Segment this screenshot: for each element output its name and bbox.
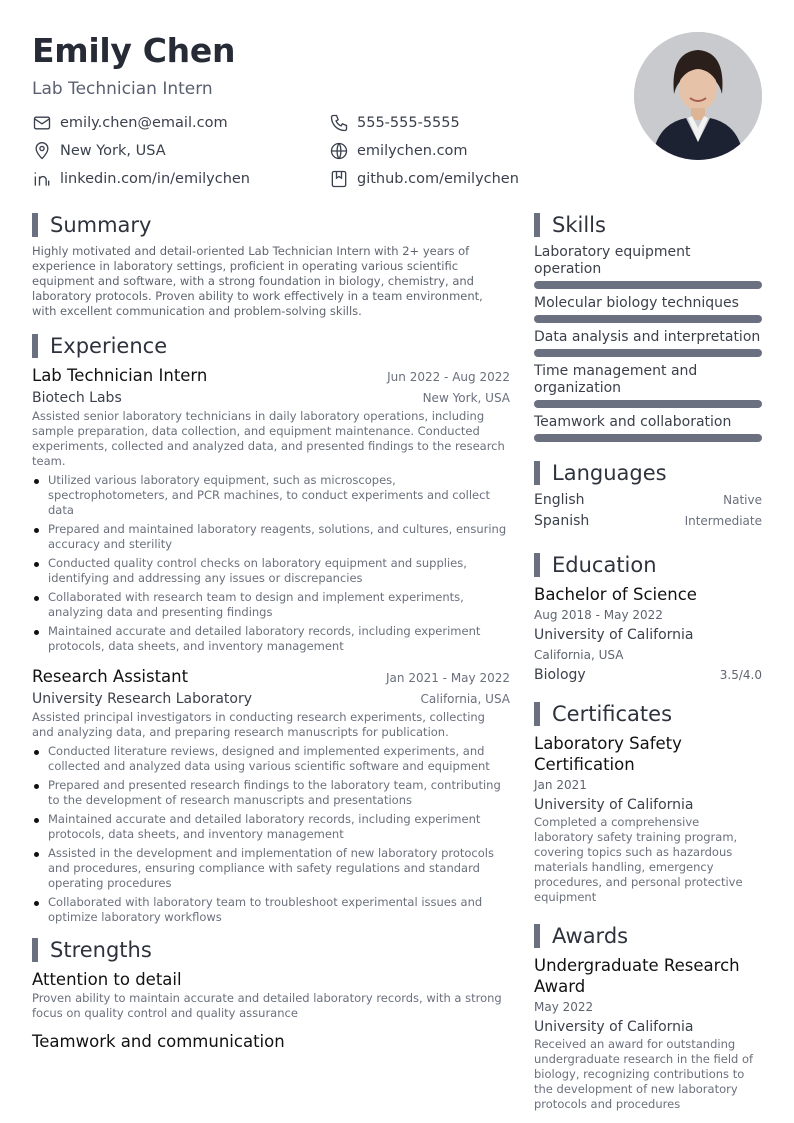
award-issuer: University of California xyxy=(534,1019,694,1035)
summary-heading xyxy=(32,212,510,238)
skills-section xyxy=(534,212,762,442)
skill-item xyxy=(534,295,762,323)
skill-item xyxy=(534,329,762,357)
skill-item xyxy=(534,414,762,442)
list-item: Maintained accurate and detailed laboratory records, including experiment protocols, data sheets, and inventory management xyxy=(32,624,510,654)
language-name: English xyxy=(534,492,585,508)
skills-heading xyxy=(534,212,762,238)
job-location: California, USA xyxy=(420,692,510,706)
phone-icon xyxy=(329,113,349,133)
languages-heading xyxy=(534,460,762,486)
mail-icon xyxy=(32,113,52,133)
resume-header xyxy=(32,30,592,190)
contact-website[interactable] xyxy=(329,140,589,162)
location-text: New York, USA xyxy=(60,143,166,159)
awards-title: Awards xyxy=(552,924,629,948)
field-of-study: Biology xyxy=(534,667,586,683)
heading-accent-bar xyxy=(534,553,540,577)
job-description: Assisted principal investigators in conducting research experiments, collecting and analyzing data, and preparing research manuscripts for publication. xyxy=(32,710,485,739)
strengths-heading xyxy=(32,937,510,963)
list-item: Conducted literature reviews, designed and implemented experiments, and collected and analyzed data using various scientific software and equipment xyxy=(32,744,510,774)
strengths-title: Strengths xyxy=(50,938,152,962)
certificates-title: Certificates xyxy=(552,702,673,726)
strength-title: Attention to detail xyxy=(32,970,182,989)
job-company: University Research Laboratory xyxy=(32,691,253,707)
certificate-description: Completed a comprehensive laboratory safety training program, covering topics such as hazardous materials handling, emergency procedures, and personal protective equipment xyxy=(534,815,743,904)
award-date: May 2022 xyxy=(534,1000,594,1014)
skill-level-bar xyxy=(534,349,762,357)
skill-item xyxy=(534,363,762,408)
education-heading xyxy=(534,552,762,578)
skill-level-bar xyxy=(534,315,762,323)
skill-name: Teamwork and collaboration xyxy=(534,414,732,430)
job-bullets xyxy=(32,744,510,925)
experience-title: Experience xyxy=(50,334,168,358)
awards-heading xyxy=(534,923,762,949)
contact-email[interactable] xyxy=(32,112,329,134)
candidate-role: Lab Technician Intern xyxy=(32,79,213,99)
list-item: Conducted quality control checks on laboratory equipment and supplies, identifying and addressing any issues or discrepancies xyxy=(32,556,510,586)
languages-section xyxy=(534,460,762,534)
job-description: Assisted senior laboratory technicians in daily laboratory operations, including sample preparation, data collection, and equipment maintenance. Conducted experiments, collected and analyzed data, and presented findings to the research team. xyxy=(32,409,505,468)
job-location: New York, USA xyxy=(422,391,510,405)
list-item: Prepared and presented research findings to the laboratory team, contributing to the development of research manuscripts and presentations xyxy=(32,778,510,808)
gpa: 3.5/4.0 xyxy=(719,668,762,682)
language-level: Intermediate xyxy=(684,514,762,528)
phone-text: 555-555-5555 xyxy=(357,115,460,131)
avatar xyxy=(634,32,762,160)
certificates-heading xyxy=(534,701,762,727)
school-name: University of California xyxy=(534,627,694,643)
job-entry xyxy=(32,666,510,925)
skill-level-bar xyxy=(534,400,762,408)
job-dates: Jun 2022 - Aug 2022 xyxy=(387,370,510,384)
location-pin-icon xyxy=(32,141,52,161)
globe-icon xyxy=(329,141,349,161)
awards-section xyxy=(534,923,762,1112)
job-title: Research Assistant xyxy=(32,667,189,686)
candidate-name: Emily Chen xyxy=(32,31,236,70)
website-text: emilychen.com xyxy=(357,143,468,159)
school-location: California, USA xyxy=(534,648,624,662)
certificate-name: Laboratory Safety Certification xyxy=(534,734,682,774)
certificate-issuer: University of California xyxy=(534,797,694,813)
job-dates: Jan 2021 - May 2022 xyxy=(386,671,510,685)
job-company: Biotech Labs xyxy=(32,390,122,406)
heading-accent-bar xyxy=(32,213,38,237)
github-text: github.com/emilychen xyxy=(357,171,519,187)
heading-accent-bar xyxy=(32,334,38,358)
certificates-section xyxy=(534,701,762,905)
left-column xyxy=(32,212,510,1063)
skill-level-bar xyxy=(534,281,762,289)
heading-accent-bar xyxy=(32,938,38,962)
heading-accent-bar xyxy=(534,461,540,485)
skills-title: Skills xyxy=(552,213,606,237)
skill-name: Molecular biology techniques xyxy=(534,295,739,311)
job-entry xyxy=(32,365,510,654)
contact-list xyxy=(32,112,592,190)
skill-name: Time management and organization xyxy=(534,363,698,396)
skill-level-bar xyxy=(534,434,762,442)
strength-text: Proven ability to maintain accurate and detailed laboratory records, with a strong focus on quality control and quality assurance xyxy=(32,991,502,1020)
job-bullets xyxy=(32,473,510,654)
experience-heading xyxy=(32,333,510,359)
list-item: Collaborated with laboratory team to troubleshoot experimental issues and optimize laboratory workflows xyxy=(32,895,510,925)
list-item: Maintained accurate and detailed laboratory records, including experiment protocols, data sheets, and inventory management xyxy=(32,812,510,842)
contact-github[interactable] xyxy=(329,168,589,190)
skill-name: Laboratory equipment operation xyxy=(534,244,691,277)
strength-item xyxy=(32,969,510,1021)
education-title: Education xyxy=(552,553,657,577)
heading-accent-bar xyxy=(534,213,540,237)
language-name: Spanish xyxy=(534,513,590,529)
skill-item xyxy=(534,244,762,289)
certificate-date: Jan 2021 xyxy=(534,778,587,792)
education-dates: Aug 2018 - May 2022 xyxy=(534,608,663,622)
right-column xyxy=(534,212,762,1123)
award-description: Received an award for outstanding undergraduate research in the field of biology, recognizing contributions to the development of new laboratory protocols and procedures xyxy=(534,1037,754,1111)
summary-title: Summary xyxy=(50,213,152,237)
list-item: Utilized various laboratory equipment, such as microscopes, spectrophotometers, and PCR machines, to conduct experiments and collect data xyxy=(32,473,510,518)
bookmark-icon xyxy=(329,169,349,189)
award-name: Undergraduate Research Award xyxy=(534,956,740,996)
education-section xyxy=(534,552,762,683)
linkedin-text: linkedin.com/in/emilychen xyxy=(60,171,250,187)
language-row xyxy=(534,492,762,513)
degree: Bachelor of Science xyxy=(534,585,697,604)
heading-accent-bar xyxy=(534,702,540,726)
contact-linkedin[interactable] xyxy=(32,168,329,190)
language-row xyxy=(534,513,762,534)
strength-title: Teamwork and communication xyxy=(32,1032,285,1051)
contact-location xyxy=(32,140,329,162)
summary-text: Highly motivated and detail-oriented Lab Technician Intern with 2+ years of experience in laboratory settings, proficient in operating various scientific equipment and software, with a strong foundation in biology, chemistry, and laboratory protocols. Proven ability to work effectively in a team environment, with excellent communication and problem-solving skills. xyxy=(32,244,483,318)
profile-photo xyxy=(634,32,762,160)
skill-name: Data analysis and interpretation xyxy=(534,329,761,345)
email-text: emily.chen@email.com xyxy=(60,115,228,131)
language-level: Native xyxy=(723,493,762,507)
languages-title: Languages xyxy=(552,461,667,485)
strength-item xyxy=(32,1031,510,1053)
linkedin-icon xyxy=(32,169,52,189)
list-item: Prepared and maintained laboratory reagents, solutions, and cultures, ensuring accuracy and sterility xyxy=(32,522,510,552)
list-item: Assisted in the development and implementation of new laboratory protocols and procedures, ensuring compliance with safety regulations and standard operating procedures xyxy=(32,846,510,891)
list-item: Collaborated with research team to design and implement experiments, analyzing data and presenting findings xyxy=(32,590,510,620)
contact-phone[interactable] xyxy=(329,112,589,134)
heading-accent-bar xyxy=(534,924,540,948)
job-title: Lab Technician Intern xyxy=(32,366,208,385)
